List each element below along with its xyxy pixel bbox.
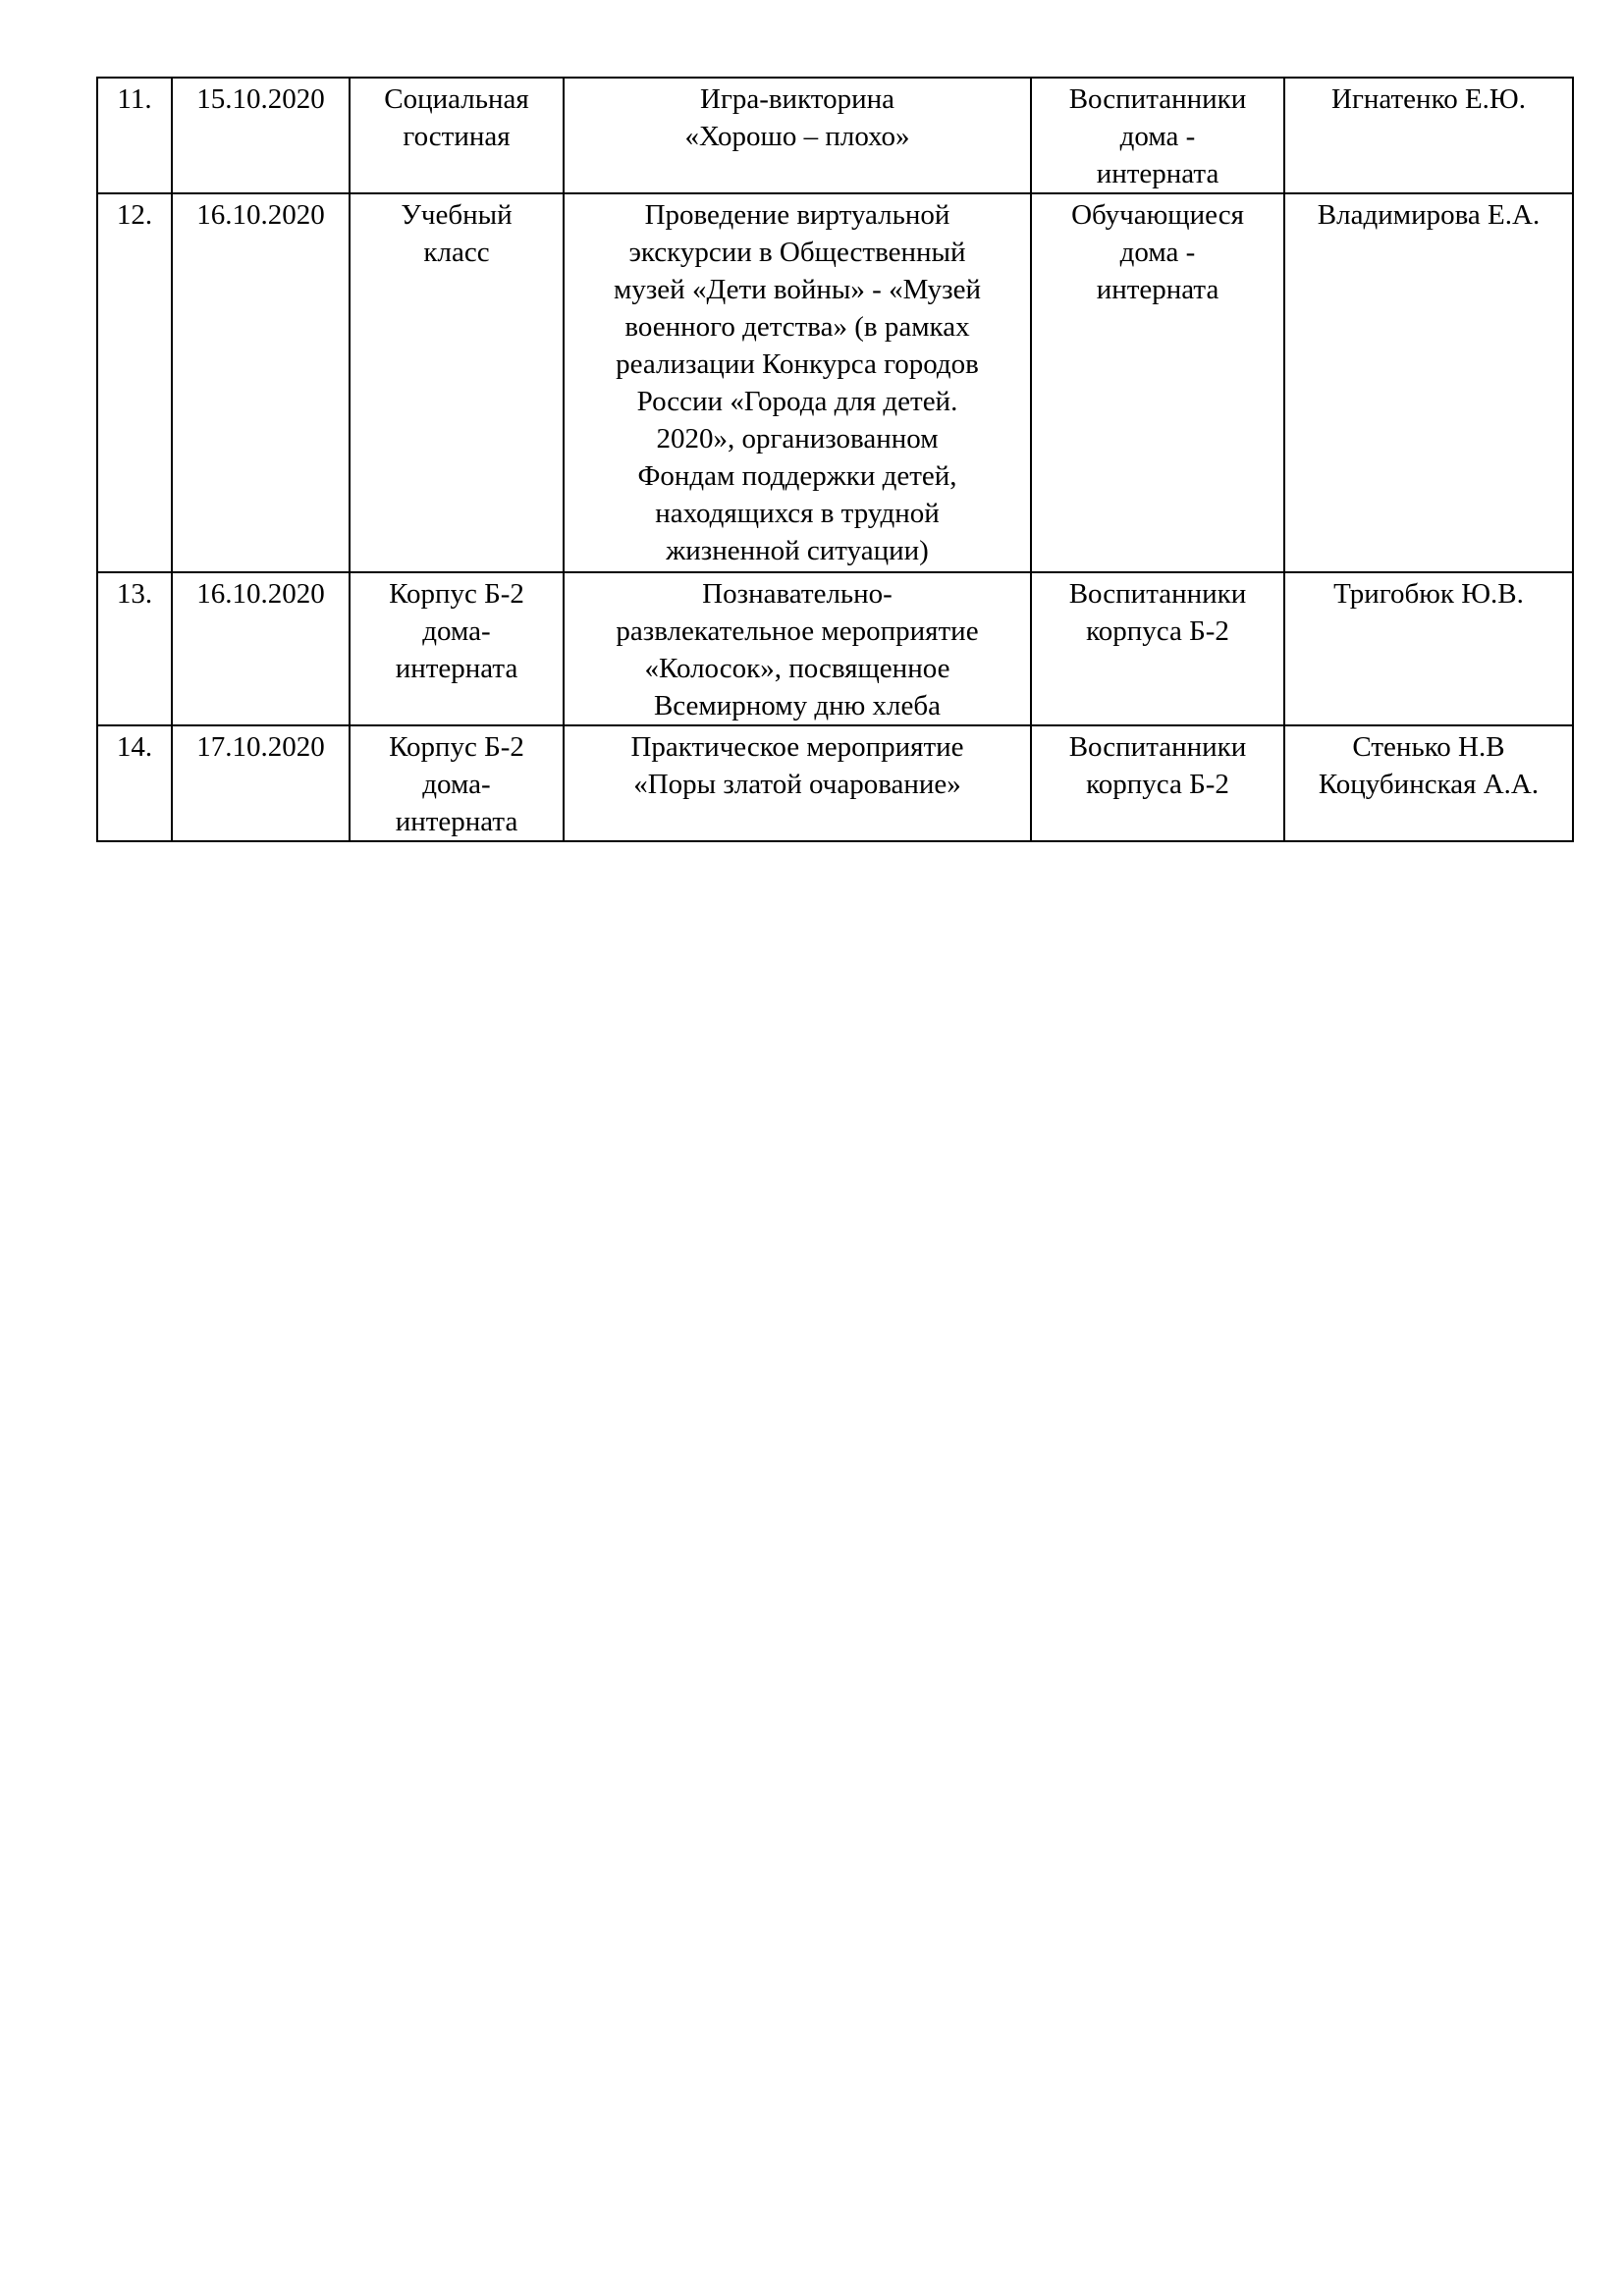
- place-line: Корпус Б-2: [389, 578, 524, 610]
- participants-line: Воспитанники: [1068, 83, 1247, 115]
- participants-line: интерната: [1096, 158, 1219, 189]
- row-number-cell: [97, 78, 172, 193]
- event-line: реализации Конкурса городов: [616, 348, 979, 380]
- event-line: Игра-викторина: [700, 83, 894, 115]
- event-line: экскурсии в Общественный: [628, 237, 966, 268]
- event-line: 2020», организованном: [656, 423, 939, 454]
- participants-line: корпуса Б-2: [1086, 615, 1229, 647]
- table-row: [97, 572, 1573, 725]
- event-date: 15.10.2020: [196, 83, 325, 115]
- row-number-cell: [97, 193, 172, 572]
- place-line: Учебный: [401, 199, 513, 231]
- participants-cell: [1031, 725, 1284, 841]
- event-cell: [564, 572, 1031, 725]
- participants-line: Воспитанники: [1068, 731, 1247, 763]
- event-line: военного детства» (в рамках: [624, 311, 970, 343]
- event-line: России «Города для детей.: [636, 386, 958, 417]
- place-line: класс: [423, 237, 490, 268]
- place-line: дома-: [422, 615, 491, 647]
- event-line: «Поры златой очарование»: [633, 769, 961, 800]
- table-row: [97, 725, 1573, 841]
- place-line: интерната: [395, 806, 518, 837]
- participants-cell: [1031, 572, 1284, 725]
- responsible-cell: [1284, 193, 1573, 572]
- place-line: Корпус Б-2: [389, 731, 524, 763]
- responsible-line: Стенько Н.В: [1352, 731, 1505, 763]
- participants-line: дома -: [1119, 121, 1196, 152]
- place-line: Социальная: [384, 83, 529, 115]
- place-cell: [350, 193, 564, 572]
- date-cell: [172, 725, 350, 841]
- event-line: Всемирному дню хлеба: [653, 690, 942, 721]
- event-date: 17.10.2020: [196, 731, 325, 763]
- event-line: музей «Дети войны» - «Музей: [614, 274, 981, 305]
- responsible-line: Игнатенко Е.Ю.: [1331, 83, 1526, 115]
- row-number-cell: [97, 725, 172, 841]
- events-table-body: [97, 78, 1573, 841]
- event-line: развлекательное мероприятие: [616, 615, 979, 647]
- date-cell: [172, 572, 350, 725]
- event-line: Практическое мероприятие: [630, 731, 964, 763]
- event-date: 16.10.2020: [196, 578, 325, 610]
- event-line: жизненной ситуации): [666, 535, 929, 566]
- table-row: [97, 193, 1573, 572]
- event-line: «Колосок», посвященное: [644, 653, 950, 684]
- responsible-cell: [1284, 725, 1573, 841]
- place-line: интерната: [395, 653, 518, 684]
- date-cell: [172, 193, 350, 572]
- event-line: Проведение виртуальной: [644, 199, 950, 231]
- event-cell: [564, 725, 1031, 841]
- place-line: гостиная: [403, 121, 511, 152]
- responsible-cell: [1284, 78, 1573, 193]
- place-cell: [350, 725, 564, 841]
- participants-line: корпуса Б-2: [1086, 769, 1229, 800]
- participants-line: Воспитанники: [1068, 578, 1247, 610]
- event-date: 16.10.2020: [196, 199, 325, 231]
- place-cell: [350, 572, 564, 725]
- participants-cell: [1031, 78, 1284, 193]
- event-cell: [564, 193, 1031, 572]
- row-number: 13.: [116, 578, 153, 610]
- row-number: 12.: [116, 199, 153, 231]
- event-cell: [564, 78, 1031, 193]
- row-number: 14.: [116, 731, 153, 763]
- row-number-cell: [97, 572, 172, 725]
- participants-cell: [1031, 193, 1284, 572]
- event-line: Познавательно-: [702, 578, 893, 610]
- events-table: [96, 77, 1574, 842]
- participants-line: интерната: [1096, 274, 1219, 305]
- place-line: дома-: [422, 769, 491, 800]
- row-number: 11.: [117, 83, 152, 115]
- responsible-line: Тригобюк Ю.В.: [1333, 578, 1524, 610]
- table-row: [97, 78, 1573, 193]
- date-cell: [172, 78, 350, 193]
- responsible-line: Владимирова Е.А.: [1317, 199, 1541, 231]
- event-line: «Хорошо – плохо»: [684, 121, 910, 152]
- responsible-cell: [1284, 572, 1573, 725]
- responsible-line: Коцубинская А.А.: [1318, 769, 1540, 800]
- event-line: Фондам поддержки детей,: [637, 460, 957, 492]
- place-cell: [350, 78, 564, 193]
- participants-line: Обучающиеся: [1071, 199, 1244, 231]
- participants-line: дома -: [1119, 237, 1196, 268]
- event-line: находящихся в трудной: [655, 498, 940, 529]
